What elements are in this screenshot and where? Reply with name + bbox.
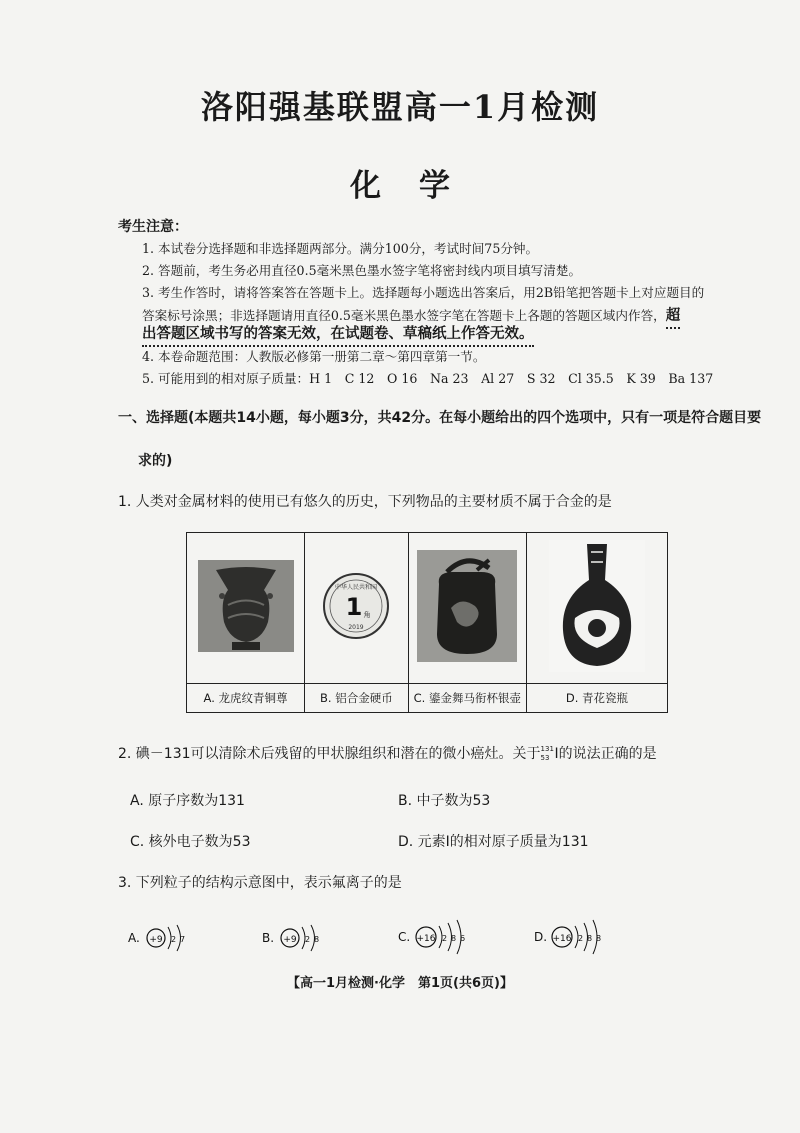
- picture-cell-b: [305, 533, 409, 684]
- notice-line-3c: [142, 322, 534, 343]
- atom-diagram-b: [262, 918, 342, 958]
- coin-year: 2019: [348, 624, 364, 631]
- coin-text: 中华人民共和国: [335, 584, 378, 591]
- option-d-shell-1: 2: [578, 934, 584, 943]
- section-1-heading: 一、选择题(本题共14小题，每小题3分，共42分。在每小题给出的四个选项中，只有一项是符合题目要: [118, 410, 762, 426]
- notice-line-3c-text: 出答题区域书写的答案无效，在试题卷、草稿纸上作答无效。: [142, 326, 534, 347]
- question-2-stem-b: 的说法正确的是: [558, 746, 657, 762]
- question-1-stem: 1. 人类对金属材料的使用已有悠久的历史，下列物品的主要材质不属于合金的是: [118, 494, 612, 510]
- option-c-shell-3: 6: [460, 934, 466, 943]
- question-1-table: [186, 532, 668, 713]
- option-b-letter: B.: [262, 931, 275, 945]
- picture-cell-c: [408, 533, 526, 684]
- picture-cell-a: [187, 533, 305, 684]
- notice-line-5: 5. 可能用到的相对原子质量：H 1 C 12 O 16 Na 23 Al 27 S 32 Cl 35.5 K 39 Ba 137: [142, 371, 714, 386]
- coin-image: [321, 571, 391, 641]
- notice-line-3b-text: 答案标号涂黑；非选择题请用直径0.5毫米黑色墨水签字笔在答题卡上各题的答题区域内作答，: [142, 308, 666, 323]
- option-d-shell-2: 8: [587, 934, 593, 943]
- exam-title: 洛阳强基联盟高一1月检测: [200, 88, 600, 126]
- question-2-option-a: A. 原子序数为131: [130, 793, 245, 809]
- porcelain-vase-image: [549, 540, 645, 672]
- option-b-nucleus: +9: [283, 935, 297, 945]
- option-a-shell-1: 2: [171, 935, 177, 944]
- atom-diagram-a: [128, 918, 208, 958]
- question-2-stem-a: 2. 碘－131可以清除术后残留的甲状腺组织和潜在的微小癌灶。关于: [118, 746, 541, 762]
- option-d-letter: D.: [534, 930, 548, 944]
- subject-title: 化学: [350, 168, 488, 204]
- question-3-option-c: [398, 914, 488, 964]
- notice-line-3a: 3. 考生作答时，请将答案答在答题卡上。选择题每小题选出答案后，用2B铅笔把答题卡上对应题目的: [142, 285, 705, 300]
- option-a-caption: A. 龙虎纹青铜尊: [187, 684, 305, 713]
- atom-diagram-d: [534, 914, 624, 960]
- bronze-vessel-image: [198, 560, 294, 652]
- option-c-nucleus: +16: [416, 934, 436, 944]
- question-2-option-b: B. 中子数为53: [398, 793, 491, 809]
- picture-cell-d: [526, 533, 667, 684]
- question-3-stem: 3. 下列粒子的结构示意图中，表示氟离子的是: [118, 875, 402, 891]
- question-2-option-c: C. 核外电子数为53: [130, 834, 251, 850]
- option-c-shell-1: 2: [442, 934, 448, 943]
- page-footer: 【高一1月检测·化学 第1页(共6页)】: [287, 976, 513, 991]
- section-1-heading-cont: 求的): [138, 453, 173, 469]
- silver-pot-image: [417, 550, 517, 662]
- atom-diagram-c: [398, 914, 488, 960]
- question-2-stem: [118, 743, 657, 763]
- isotope-mass: 131: [540, 745, 554, 753]
- option-c-letter: C.: [398, 930, 411, 944]
- question-3-option-d: [534, 914, 624, 964]
- coin-unit: 角: [363, 611, 371, 619]
- question-3-option-a: [128, 918, 208, 962]
- option-a-nucleus: +9: [149, 935, 163, 945]
- option-c-caption: C. 鎏金舞马衔杯银壶: [408, 684, 526, 713]
- option-b-shell-1: 2: [305, 935, 311, 944]
- question-3-option-b: [262, 918, 342, 962]
- option-d-shell-3: 8: [596, 934, 602, 943]
- notice-line-4: 4. 本卷命题范围：人教版必修第一册第二章～第四章第一节。: [142, 349, 486, 364]
- option-a-shell-2: 7: [180, 935, 186, 944]
- isotope-notation: [541, 747, 555, 761]
- option-c-shell-2: 8: [451, 934, 457, 943]
- notice-heading: 考生注意：: [118, 219, 188, 235]
- notice-line-3b-emph: 超: [666, 308, 681, 329]
- option-b-shell-2: 8: [314, 935, 320, 944]
- coin-value: 1: [346, 593, 363, 621]
- question-2-option-d: D. 元素Ⅰ的相对原子质量为131: [398, 834, 589, 850]
- option-d-caption: D. 青花瓷瓶: [526, 684, 667, 713]
- option-a-letter: A.: [128, 931, 140, 945]
- notice-line-1: 1. 本试卷分选择题和非选择题两部分。满分100分，考试时间75分钟。: [142, 241, 539, 256]
- isotope-symbol: I: [554, 746, 559, 762]
- isotope-number: 53: [540, 754, 550, 762]
- option-b-caption: B. 铝合金硬币: [305, 684, 409, 713]
- option-d-nucleus: +16: [552, 934, 572, 944]
- notice-line-2: 2. 答题前，考生务必用直径0.5毫米黑色墨水签字笔将密封线内项目填写清楚。: [142, 263, 582, 278]
